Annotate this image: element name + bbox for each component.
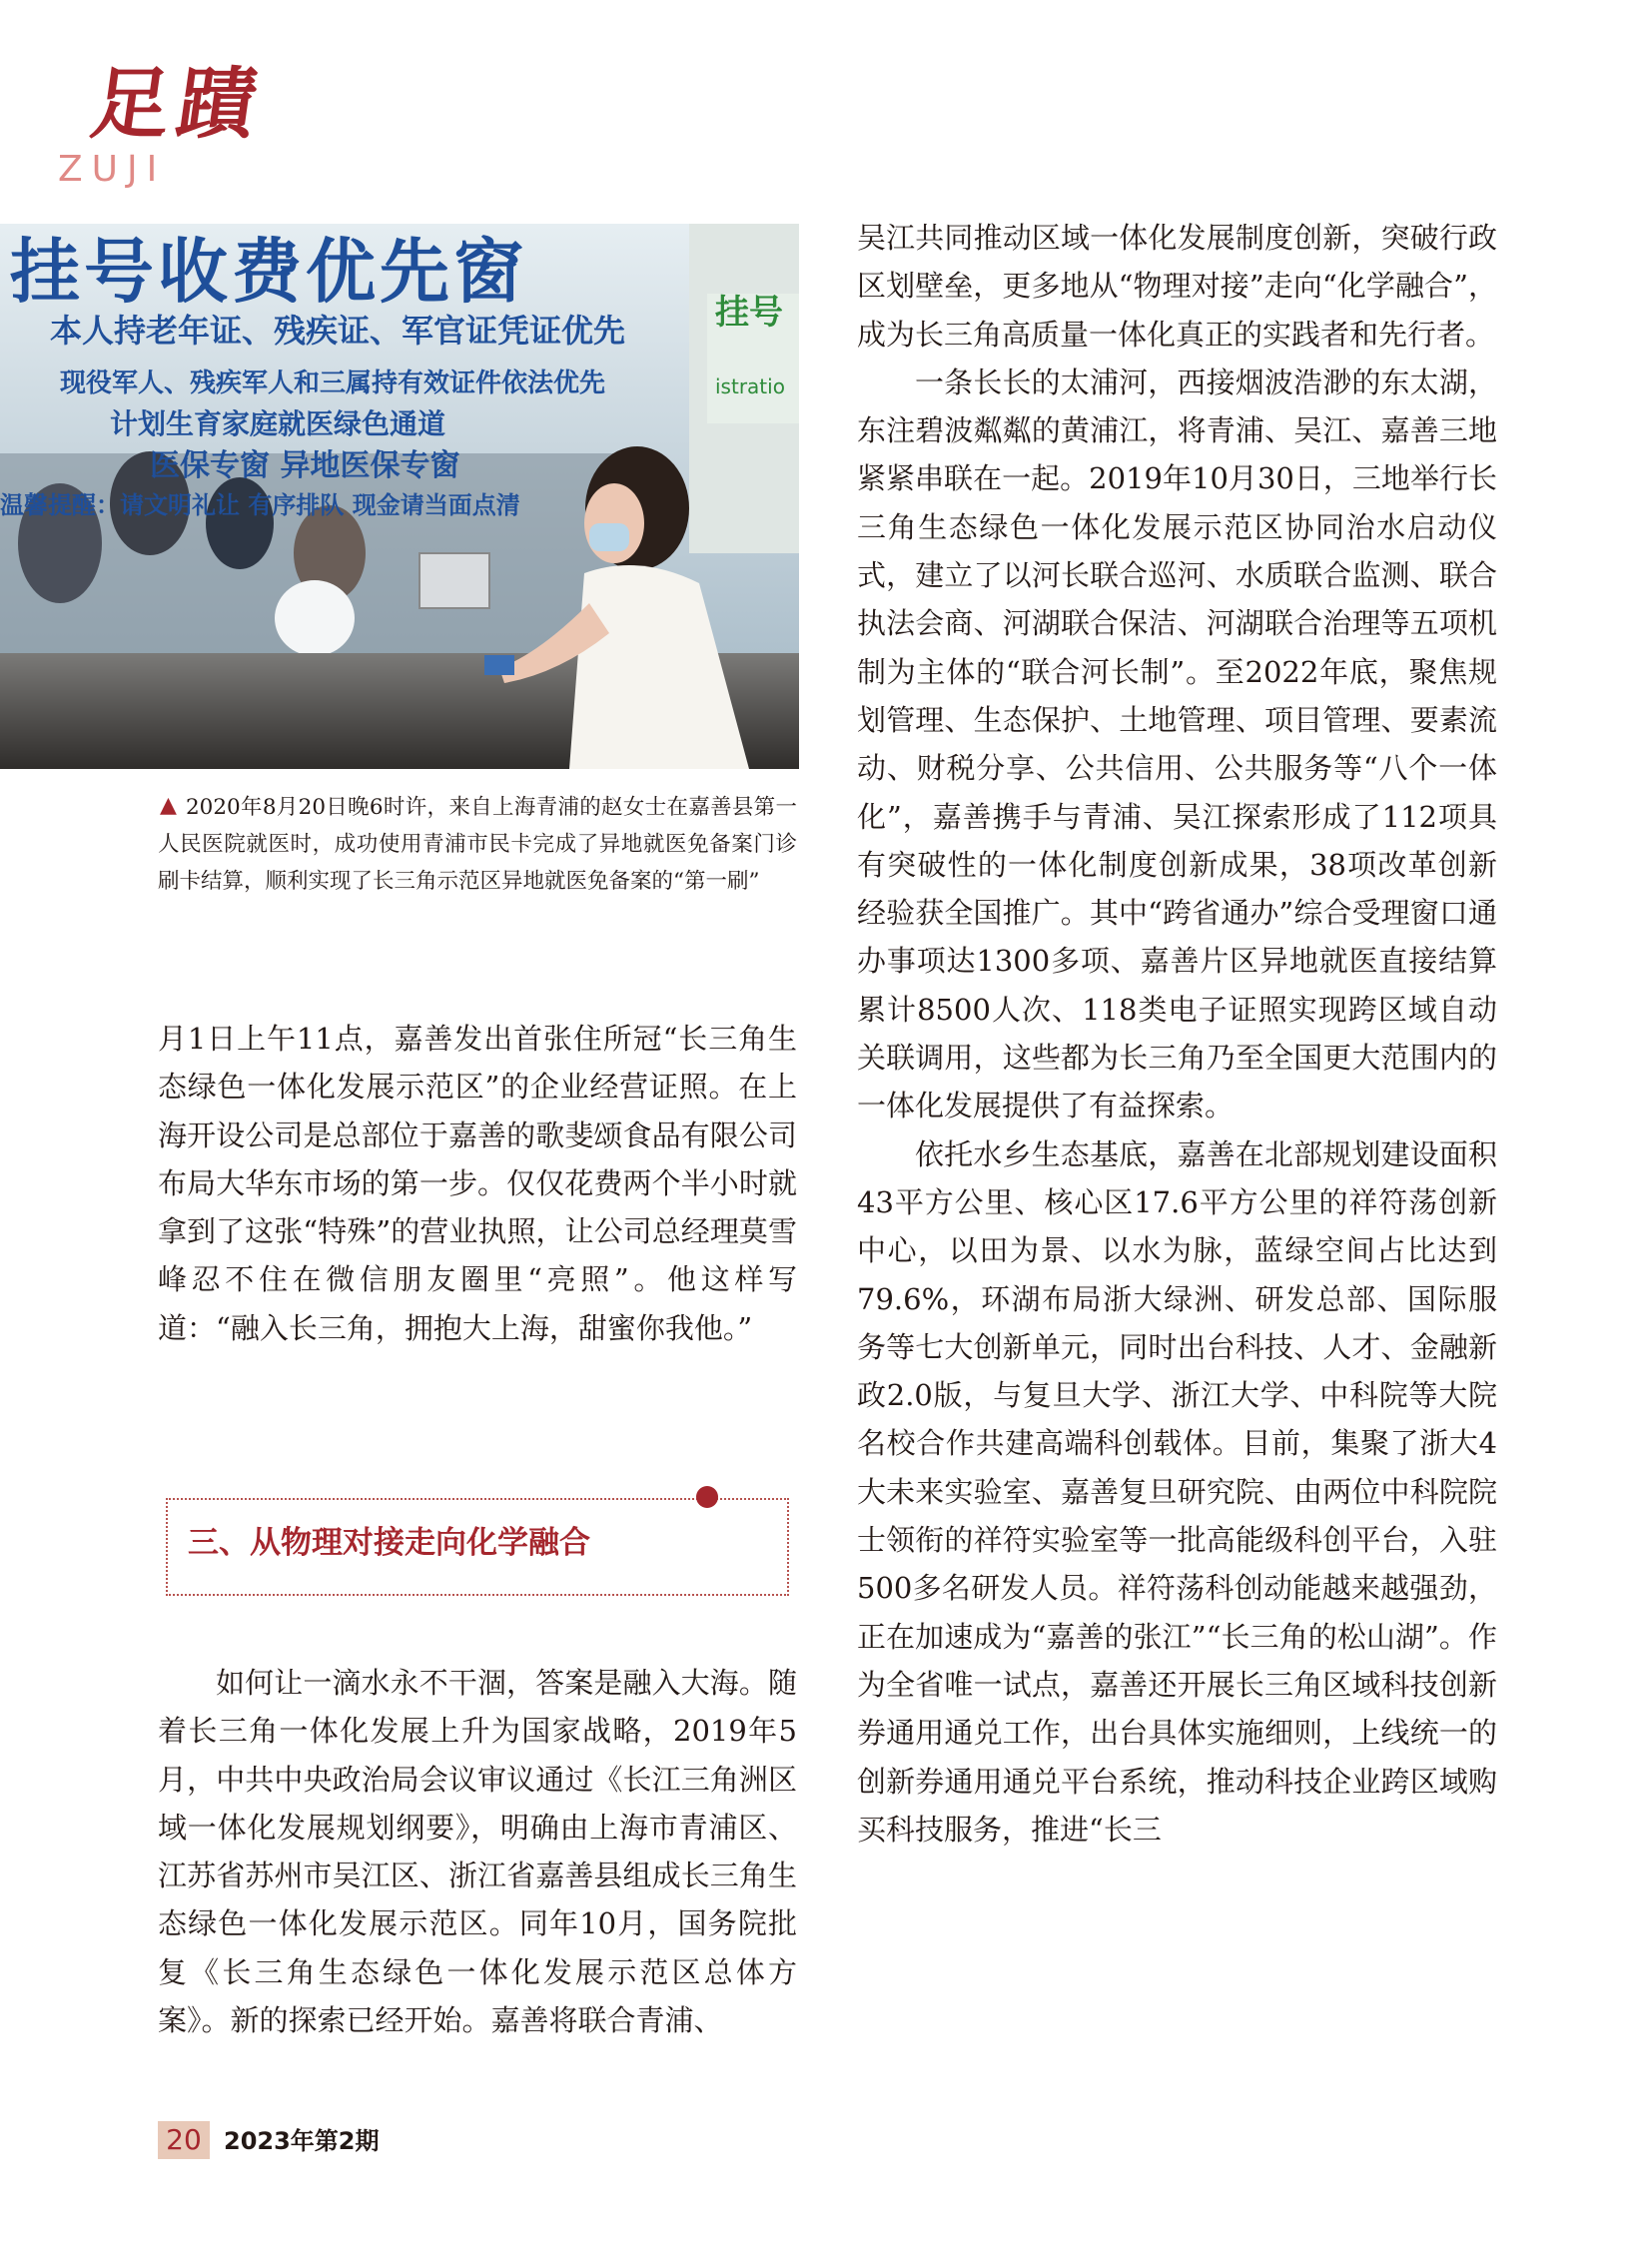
section-heading: 三、从物理对接走向化学融合 <box>188 1525 590 1561</box>
photo-sign-line3: 计划生育家庭就医绿色通道 <box>110 407 446 440</box>
caption-triangle-icon: ▲ <box>160 793 177 818</box>
issue-label: 2023年第2期 <box>224 2127 380 2155</box>
hospital-window-photo <box>0 224 799 769</box>
paragraph: 吴江共同推动区域一体化发展制度创新，突破行政区划壁垒，更多地从“物理对接”走向“化学融合”，成为长三角高质量一体化真正的实践者和先行者。 <box>857 221 1497 352</box>
photo-sign-line4: 医保专窗 异地医保专窗 <box>150 448 460 483</box>
paragraph: 月1日上午11点，嘉善发出首张住所冠“长三角生态绿色一体化发展示范区”的企业经营证照。在上海开设公司是总部位于嘉善的歌斐颂食品有限公司布局大华东市场的第一步。仅仅花费两个半小时就拿到了这张“特殊”的营业执照，让公司总经理莫雪峰忍不住在微信朋友圈里“亮照”。他这样写道：“融入长三角，拥抱大上海，甜蜜你我他。” <box>158 1022 797 1345</box>
paragraph: 如何让一滴水永不干涸，答案是融入大海。随着长三角一体化发展上升为国家战略，2019年5月，中共中央政治局会议审议通过《长江三角洲区域一体化发展规划纲要》，明确由上海市青浦区、江苏省苏州市吴江区、浙江省嘉善县组成长三角生态绿色一体化发展示范区。同年10月，国务院批复《长三角生态绿色一体化发展示范区总体方案》。新的探索已经开始。嘉善将联合青浦、 <box>158 1666 797 2038</box>
photo-sign-main: 挂号收费优先窗 <box>10 231 527 313</box>
card-in-hand <box>484 655 514 675</box>
right-column <box>857 214 1497 1854</box>
photo-side-sign-en: istratio <box>715 374 785 398</box>
page-number: 20 <box>158 2121 210 2159</box>
monitor <box>419 553 489 608</box>
photo-caption <box>158 789 797 900</box>
left-column-bottom <box>158 1659 797 2044</box>
heading-dot-icon <box>696 1486 718 1508</box>
masthead-logo-cn: 足蹟 <box>85 59 271 150</box>
caption-text: 2020年8月20日晚6时许，来自上海青浦的赵女士在嘉善县第一人民医院就医时，成功使用青浦市民卡完成了异地就医免备案门诊刷卡结算，顺利实现了长三角示范区异地就医免备案的“第一刷” <box>158 795 797 894</box>
paragraph: 依托水乡生态基底，嘉善在北部规划建设面积43平方公里、核心区17.6平方公里的祥符荡创新中心，以田为景、以水为脉，蓝绿空间占比达到79.6%，环湖布局浙大绿洲、研发总部、国际服务等七大创新单元，同时出台科技、人才、金融新政2.0版，与复旦大学、浙江大学、中科院等大院名校合作共建高端科创载体。目前，集聚了浙大4大未来实验室、嘉善复旦研究院、由两位中科院院士领衔的祥符实验室等一批高能级科创平台，入驻500多名研发人员。祥符荡科创动能越来越强劲，正在加速成为“嘉善的张江”“长三角的松山湖”。作为全省唯一试点，嘉善还开展长三角区域科技创新券通用通兑工作，出台具体实施细则，上线统一的创新券通用通兑平台系统，推动科技企业跨区域购买科技服务，推进“长三 <box>857 1136 1497 1847</box>
paragraph: 一条长长的太浦河，西接烟波浩渺的东太湖，东注碧波粼粼的黄浦江，将青浦、吴江、嘉善三地紧紧串联在一起。2019年10月30日，三地举行长三角生态绿色一体化发展示范区协同治水启动仪式，建立了以河长联合巡河、水质联合监测、联合执法会商、河湖联合保洁、河湖联合治理等五项机制为主体的“联合河长制”。至2022年底，聚焦规划管理、生态保护、土地管理、项目管理、要素流动、财税分享、公共信用、公共服务等“八个一体化”，嘉善携手与青浦、吴江探索形成了112项具有突破性的一体化制度创新成果，38项改革创新经验获全国推广。其中“跨省通办”综合受理窗口通办事项达1300多项、嘉善片区异地就医直接结算累计8500人次、118类电子证照实现跨区域自动关联调用，这些都为长三角乃至全国更大范围内的一体化发展提供了有益探索。 <box>857 365 1497 1123</box>
photo-sign-line5: 温馨提醒：请文明礼让 有序排队 现金请当面点清 <box>0 491 520 519</box>
photo-sign-line1: 本人持老年证、残疾证、军官证凭证优先 <box>50 312 626 350</box>
nurse <box>275 580 355 656</box>
woman-mask <box>589 523 629 551</box>
masthead-logo-en: ZUJI <box>58 149 167 190</box>
photo-side-sign: 挂号 <box>715 293 783 333</box>
left-column-top <box>158 1015 797 1352</box>
photo-sign-line2: 现役军人、残疾军人和三属持有效证件依法优先 <box>60 369 606 398</box>
photo-illustration <box>0 224 799 769</box>
